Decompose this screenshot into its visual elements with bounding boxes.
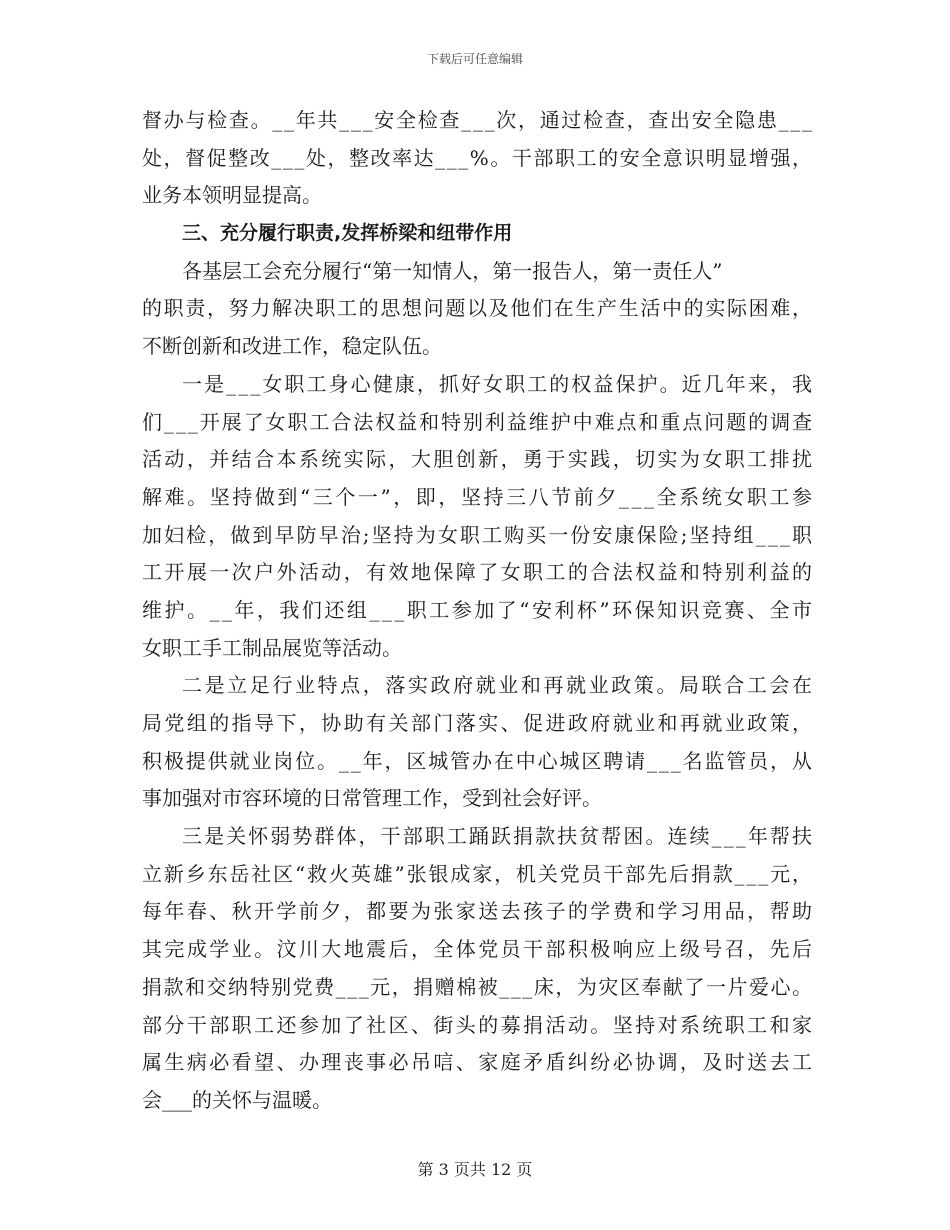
text-line: 其完成学业。汶川大地震后，全体党员干部积极响应上级号召，先后 [142,937,815,962]
text-line: 积极提供就业岗位。__年，区城管办在中心城区聘请___名监管员，从 [142,748,814,773]
text-line: 各基层工会充分履行“第一知情人，第一报告人，第一责任人” [182,258,723,283]
text-line: 工开展一次户外活动，有效地保障了女职工的合法权益和特别利益的 [142,560,815,585]
text-line: 督办与检查。__年共___安全检查___次，通过检查，查出安全隐患___ [142,108,814,132]
text-line: 部分干部职工还参加了社区、街头的募捐活动。坚持对系统职工和家 [142,1012,815,1037]
text-line: 加妇检，做到早防早治;坚持为女职工购买一份安康保险;坚持组___职 [142,522,815,547]
text-line: 维护。__年，我们还组___职工参加了“安利杯”环保知识竞赛、全市 [142,597,815,622]
text-line: 捐款和交纳特别党费___元，捐赠棉被___床，为灾区奉献了一片爱心。 [142,974,814,999]
page-header: 下载后可任意编辑 [426,52,523,66]
page-footer: 第 3 页共 12 页 [417,1160,533,1179]
text-line: 属生病必看望、办理丧事必吊唁、家庭矛盾纠纷必协调，及时送去工 [142,1050,815,1075]
text-line: 每年春、秋开学前夕，都要为张家送去孩子的学费和学习用品，帮助 [142,899,815,924]
text-line: 业务本领明显提高。 [142,183,322,208]
section-heading: 三、充分履行职责,发挥桥梁和纽带作用 [182,222,513,245]
text-line: 事加强对市容环境的日常管理工作，受到社会好评。 [142,786,602,811]
text-line: 一是___女职工身心健康，抓好女职工的权益保护。近几年来，我 [182,371,815,396]
text-line: 的职责，努力解决职工的思想问题以及他们在生产生活中的实际困难， [142,296,814,321]
text-line: 不断创新和改进工作，稳定队伍。 [142,334,442,359]
text-line: 们___开展了女职工合法权益和特别利益维护中难点和重点问题的调查 [142,409,814,434]
text-line: 解难。坚持做到“三个一”，即，坚持三八节前夕___全系统女职工参 [142,484,815,509]
text-line: 活动，并结合本系统实际，大胆创新，勇于实践，切实为女职工排扰 [142,447,815,472]
text-line: 处，督促整改___处，整改率达___%。干部职工的安全意识明显增强， [142,145,814,170]
text-line: 会___的关怀与温暖。 [142,1087,332,1112]
text-line: 二是立足行业特点，落实政府就业和再就业政策。局联合工会在 [182,673,815,698]
text-line: 局党组的指导下，协助有关部门落实、促进政府就业和再就业政策， [142,711,815,735]
document-body [142,102,815,1120]
text-line: 女职工手工制品展览等活动。 [142,635,402,660]
text-line: 三是关怀弱势群体，干部职工踊跃捐款扶贫帮困。连续___年帮扶 [182,824,815,849]
text-line: 立新乡东岳社区“救火英雄”张银成家，机关党员干部先后捐款___元， [142,861,814,886]
